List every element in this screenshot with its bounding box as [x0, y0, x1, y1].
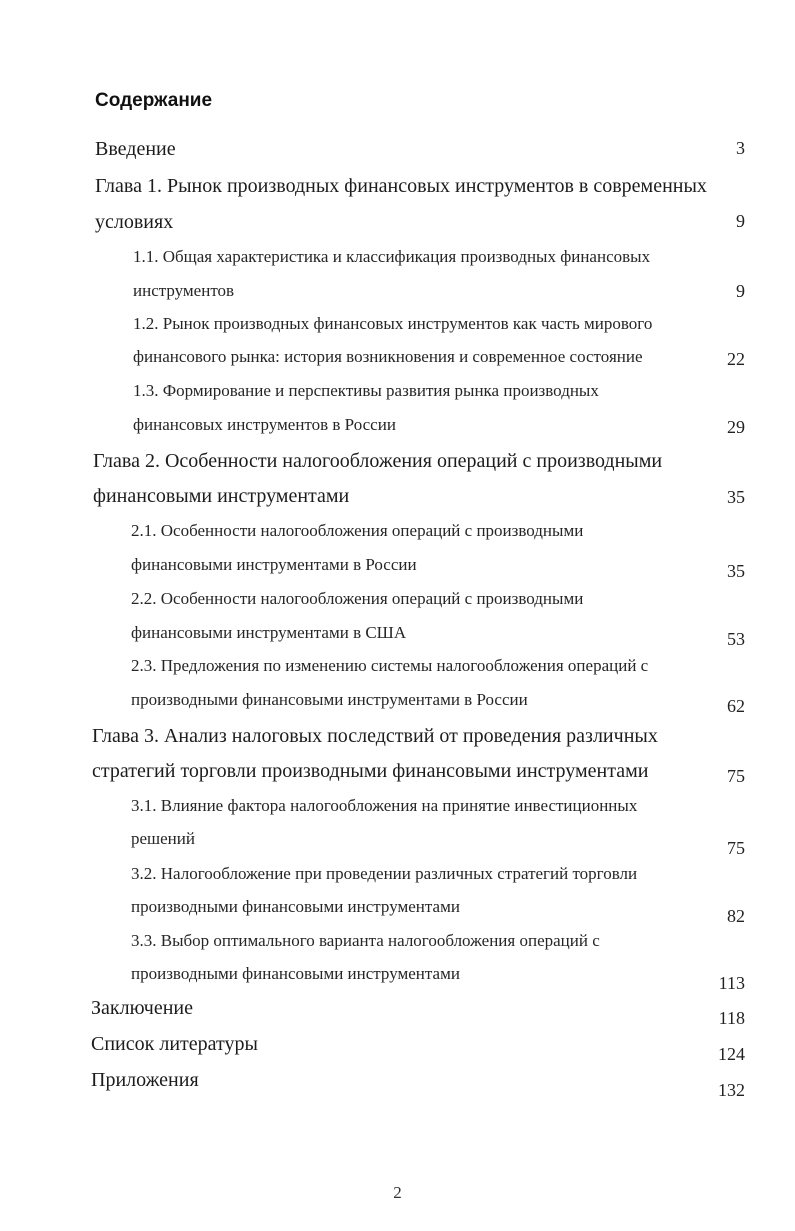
toc-page-introduction: 3 [736, 138, 745, 158]
toc-entry-section-2-1-cont: финансовыми инструментами в России [131, 555, 417, 574]
toc-entry-section-3-2: 3.2. Налогообложение при проведении различных стратегий торговли [131, 864, 638, 883]
toc-entry-chapter-3: Глава 3. Анализ налоговых последствий от проведения различных [92, 725, 658, 747]
toc-entry-bibliography: Список литературы [91, 1033, 258, 1055]
toc-entry-chapter-3-cont: стратегий торговли производными финансовыми инструментами [92, 760, 649, 782]
toc-entry-section-1-2: 1.2. Рынок производных финансовых инструментов как часть мирового [133, 314, 653, 333]
toc-page-section-2-2: 53 [727, 629, 745, 649]
toc-page-chapter-1: 9 [736, 211, 745, 231]
toc-entry-chapter-2-cont: финансовыми инструментами [93, 485, 350, 507]
toc-page-appendices: 132 [718, 1080, 745, 1100]
toc-page-chapter-2: 35 [727, 487, 745, 507]
toc-page-chapter-3: 75 [727, 766, 745, 786]
toc-page-section-3-1: 75 [727, 838, 745, 858]
toc-entry-section-2-1: 2.1. Особенности налогообложения операций с производными [131, 521, 584, 540]
toc-entry-section-2-3-cont: производными финансовыми инструментами в России [131, 690, 528, 709]
toc-entry-section-2-2: 2.2. Особенности налогообложения операций с производными [131, 589, 584, 608]
toc-entry-conclusion: Заключение [91, 997, 193, 1019]
toc-entry-section-1-3: 1.3. Формирование и перспективы развития рынка производных [133, 381, 599, 400]
toc-page-section-1-3: 29 [727, 417, 745, 437]
toc-entry-section-3-2-cont: производными финансовыми инструментами [131, 897, 460, 916]
toc-entry-section-3-1: 3.1. Влияние фактора налогообложения на принятие инвестиционных [131, 796, 638, 815]
toc-entry-section-1-1: 1.1. Общая характеристика и классификация производных финансовых [133, 247, 651, 266]
toc-entry-chapter-1-cont: условиях [95, 211, 174, 233]
toc-entry-section-3-3-cont: производными финансовыми инструментами [131, 964, 460, 983]
toc-page-bibliography: 124 [718, 1044, 745, 1064]
toc-page-section-2-1: 35 [727, 561, 745, 581]
toc-entry-introduction: Введение [95, 138, 176, 160]
toc-page-section-3-3: 113 [718, 973, 745, 993]
toc-entry-section-2-2-cont: финансовыми инструментами в США [131, 623, 407, 642]
toc-entry-section-2-3: 2.3. Предложения по изменению системы налогообложения операций с [131, 656, 649, 675]
toc-heading: Содержание [95, 90, 213, 111]
toc-entry-chapter-2: Глава 2. Особенности налогообложения операций с производными [93, 450, 663, 472]
toc-page-section-1-1: 9 [736, 281, 745, 301]
toc-entry-chapter-1: Глава 1. Рынок производных финансовых инструментов в современных [95, 175, 707, 197]
toc-page-section-1-2: 22 [727, 349, 745, 369]
toc-page-section-2-3: 62 [727, 696, 745, 716]
toc-entry-section-1-2-cont: финансового рынка: история возникновения и современное состояние [133, 347, 643, 366]
toc-entry-appendices: Приложения [91, 1069, 199, 1091]
toc-entry-section-3-1-cont: решений [131, 829, 195, 848]
toc-page-conclusion: 118 [718, 1008, 745, 1028]
toc-entry-section-3-3: 3.3. Выбор оптимального варианта налогообложения операций с [131, 931, 600, 950]
footer-page-number: 2 [393, 1183, 402, 1202]
toc-entry-section-1-3-cont: финансовых инструментов в России [133, 415, 396, 434]
toc-entry-section-1-1-cont: инструментов [133, 281, 235, 300]
toc-page-section-3-2: 82 [727, 906, 745, 926]
